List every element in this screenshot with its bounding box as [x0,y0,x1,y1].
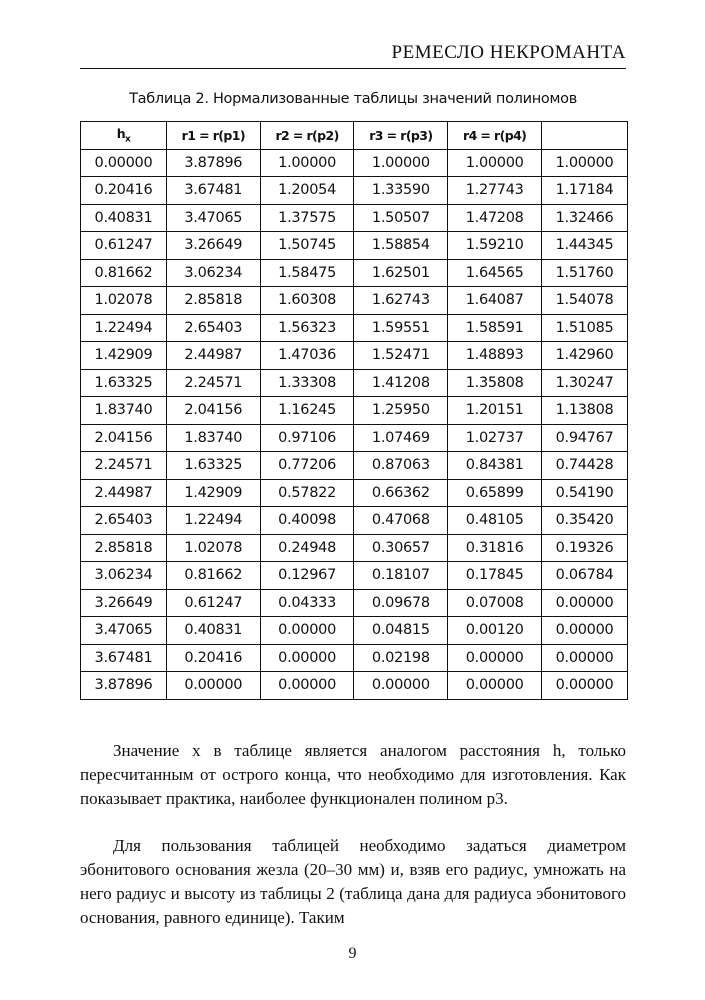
table-cell: 0.00000 [448,644,542,672]
table-row [81,369,628,397]
running-head: РЕМЕСЛО НЕКРОМАНТА [80,38,626,69]
table-cell: 1.22494 [166,507,260,535]
table-cell: 0.00000 [260,672,354,700]
table-cell: 3.26649 [81,589,167,617]
table-cell: 1.44345 [542,232,628,260]
table-cell: 1.52471 [354,342,448,370]
table-cell: 0.87063 [354,452,448,480]
table-header-row [81,122,628,150]
table-cell: 0.00000 [166,672,260,700]
table-row [81,452,628,480]
table-cell: 1.42909 [166,479,260,507]
table-cell: 1.59210 [448,232,542,260]
table-cell: 0.00000 [260,644,354,672]
table-cell: 1.20151 [448,397,542,425]
table-cell: 0.31816 [448,534,542,562]
table-cell: 2.04156 [81,424,167,452]
table-cell: 1.02737 [448,424,542,452]
table-cell: 3.47065 [81,617,167,645]
column-header-text: h [116,126,125,141]
table-cell: 1.33590 [354,177,448,205]
table-row [81,397,628,425]
table-cell: 1.32466 [542,204,628,232]
table-cell: 1.00000 [448,149,542,177]
table-row [81,507,628,535]
table-cell: 3.67481 [166,177,260,205]
table-cell: 0.65899 [448,479,542,507]
table-cell: 1.51760 [542,259,628,287]
table-cell: 1.58591 [448,314,542,342]
table-cell: 0.40831 [81,204,167,232]
table-cell: 1.48893 [448,342,542,370]
table-cell: 1.83740 [81,397,167,425]
table-cell: 0.19326 [542,534,628,562]
table-cell: 0.20416 [166,644,260,672]
column-header-hx [81,122,167,150]
polynomial-table [80,121,628,700]
table-cell: 2.65403 [81,507,167,535]
table-cell: 1.62743 [354,287,448,315]
table-cell: 1.83740 [166,424,260,452]
table-cell: 0.48105 [448,507,542,535]
paragraph-2: Для пользования таблицей необходимо задаться диаметром эбонитового основания жезла (20–30 мм) и, взяв его радиус, умножать на него радиус и высоту из таблицы 2 (таблица дана для радиуса эбонитового основания, равного единице). Таким [80,836,626,927]
table-cell: 3.67481 [81,644,167,672]
table-cell: 1.42960 [542,342,628,370]
table-cell: 1.02078 [166,534,260,562]
table-row [81,149,628,177]
table-cell: 2.85818 [81,534,167,562]
table-cell: 0.20416 [81,177,167,205]
table-cell: 0.00000 [542,617,628,645]
table-cell: 0.00000 [448,672,542,700]
table-cell: 0.35420 [542,507,628,535]
table-cell: 2.04156 [166,397,260,425]
table-cell: 0.54190 [542,479,628,507]
table-cell: 2.44987 [166,342,260,370]
column-header-empty [542,122,628,150]
table-cell: 2.85818 [166,287,260,315]
table-cell: 2.44987 [81,479,167,507]
table-caption: Таблица 2. Нормализованные таблицы значений полиномов [129,91,577,107]
column-header-r4: r4 = r(p4) [448,122,542,150]
table-cell: 0.00000 [81,149,167,177]
column-header-r2: r2 = r(p2) [260,122,354,150]
table-cell: 3.06234 [166,259,260,287]
table-cell: 0.17845 [448,562,542,590]
table-cell: 2.24571 [81,452,167,480]
table-row [81,479,628,507]
table-cell: 3.87896 [81,672,167,700]
table-cell: 0.06784 [542,562,628,590]
table-cell: 0.00000 [542,644,628,672]
table-cell: 1.63325 [166,452,260,480]
table-row [81,562,628,590]
table-cell: 1.00000 [354,149,448,177]
table-cell: 0.00000 [354,672,448,700]
table-cell: 0.97106 [260,424,354,452]
column-header-subscript: x [125,134,131,145]
table-cell: 3.87896 [166,149,260,177]
table-cell: 1.16245 [260,397,354,425]
table-row [81,232,628,260]
table-row [81,617,628,645]
table-cell: 0.57822 [260,479,354,507]
table-cell: 0.02198 [354,644,448,672]
table-cell: 0.94767 [542,424,628,452]
table-cell: 1.02078 [81,287,167,315]
table-cell: 0.40098 [260,507,354,535]
table-cell: 0.74428 [542,452,628,480]
paragraph-1: Значение x в таблице является аналогом расстояния h, только пересчитанным от острого конца, что необходимо для изготовления. Как показывает практика, наиболее функционален полином p3. [80,741,626,808]
table-cell: 1.47208 [448,204,542,232]
table-cell: 1.50745 [260,232,354,260]
table-cell: 0.12967 [260,562,354,590]
table-cell: 0.00000 [542,589,628,617]
table-cell: 1.47036 [260,342,354,370]
table-cell: 1.51085 [542,314,628,342]
table-cell: 0.18107 [354,562,448,590]
table-cell: 1.54078 [542,287,628,315]
table-cell: 1.41208 [354,369,448,397]
table-cell: 1.60308 [260,287,354,315]
table-cell: 0.04333 [260,589,354,617]
table-cell: 0.24948 [260,534,354,562]
table-cell: 0.61247 [81,232,167,260]
table-row [81,342,628,370]
table-body [81,149,628,699]
table-cell: 2.65403 [166,314,260,342]
table-cell: 1.58854 [354,232,448,260]
table-cell: 1.22494 [81,314,167,342]
table-cell: 1.42909 [81,342,167,370]
table-cell: 1.13808 [542,397,628,425]
table-row [81,259,628,287]
table-cell: 3.47065 [166,204,260,232]
table-cell: 1.35808 [448,369,542,397]
table-cell: 0.81662 [81,259,167,287]
table-cell: 1.30247 [542,369,628,397]
table-cell: 1.17184 [542,177,628,205]
table-cell: 0.81662 [166,562,260,590]
table-cell: 0.40831 [166,617,260,645]
table-cell: 3.06234 [81,562,167,590]
table-cell: 0.61247 [166,589,260,617]
table-cell: 0.00000 [542,672,628,700]
table-cell: 1.59551 [354,314,448,342]
table-cell: 0.00120 [448,617,542,645]
table-cell: 1.00000 [260,149,354,177]
table-row [81,534,628,562]
table-cell: 0.00000 [260,617,354,645]
column-header-r1: r1 = r(p1) [166,122,260,150]
table-cell: 1.63325 [81,369,167,397]
table-row [81,287,628,315]
table-cell: 0.04815 [354,617,448,645]
table-cell: 0.09678 [354,589,448,617]
table-cell: 1.20054 [260,177,354,205]
table-cell: 0.30657 [354,534,448,562]
table-row [81,672,628,700]
table-cell: 1.33308 [260,369,354,397]
table-cell: 1.27743 [448,177,542,205]
table-cell: 3.26649 [166,232,260,260]
table-cell: 1.50507 [354,204,448,232]
table-row [81,424,628,452]
table-cell: 0.77206 [260,452,354,480]
table-row [81,644,628,672]
table-row [81,177,628,205]
table-row [81,314,628,342]
table-cell: 1.37575 [260,204,354,232]
table-row [81,589,628,617]
table-cell: 1.58475 [260,259,354,287]
table-cell: 1.62501 [354,259,448,287]
table-cell: 1.56323 [260,314,354,342]
table-cell: 1.25950 [354,397,448,425]
table-cell: 0.84381 [448,452,542,480]
table-cell: 0.07008 [448,589,542,617]
table-cell: 1.64565 [448,259,542,287]
column-header-r3: r3 = r(p3) [354,122,448,150]
table-cell: 1.07469 [354,424,448,452]
table-cell: 2.24571 [166,369,260,397]
page-number: 9 [348,945,357,962]
table-cell: 0.66362 [354,479,448,507]
table-cell: 1.64087 [448,287,542,315]
table-cell: 1.00000 [542,149,628,177]
table-row [81,204,628,232]
table-cell: 0.47068 [354,507,448,535]
